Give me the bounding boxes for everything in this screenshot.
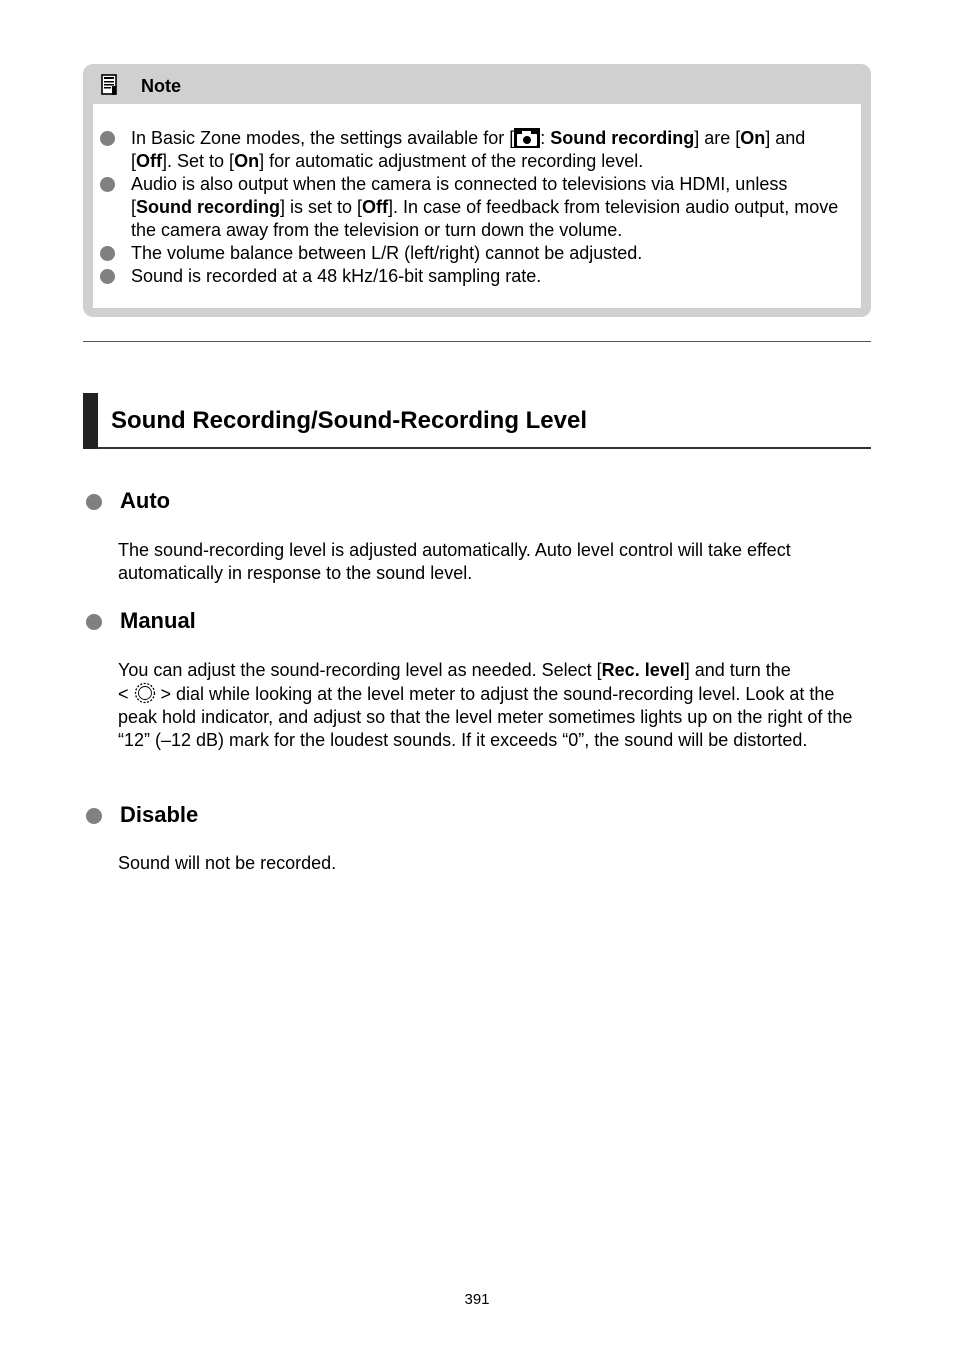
note-item	[93, 265, 861, 288]
section-heading	[83, 393, 871, 449]
note-item	[93, 173, 861, 242]
note-text: In Basic Zone modes, the settings available for [	[131, 128, 515, 148]
note-text: ]. Set to [	[162, 151, 235, 171]
camera-icon	[514, 128, 540, 148]
note-text: ]. In case of feedback from television audio output, move the camera away from the television or turn down the volume.	[131, 197, 839, 240]
bullet-icon	[100, 269, 115, 284]
note-item	[93, 242, 861, 265]
note-text: ] is set to [	[280, 197, 363, 217]
note-text: Audio is also output when the camera is connected to televisions via HDMI, unless [	[131, 174, 788, 217]
heading-bar	[83, 393, 98, 449]
note-text: ] are [	[694, 128, 741, 148]
note-text: The volume balance between L/R (left/right) cannot be adjusted.	[131, 243, 643, 263]
note-text: Sound is recorded at a 48 kHz/16-bit sampling rate.	[131, 266, 542, 286]
setting-value: On	[234, 151, 260, 171]
setting-value: On	[740, 128, 766, 148]
page-number: 391	[464, 1291, 490, 1308]
note-text: :	[540, 128, 551, 148]
note-text: ] for automatic adjustment of the recording level.	[259, 151, 644, 171]
setting-value: Off	[136, 151, 163, 171]
bullet-icon	[86, 614, 102, 630]
bullet-icon	[86, 494, 102, 510]
manual-text: > dial while looking at the level meter to adjust the sound-recording level. Look at the peak hold indicator, and adjust so that the level meter sometimes lights up on the right of the “12” (–12 dB) mark for the loudest sounds. If it exceeds “0”, the sound will be distorted.	[118, 684, 853, 750]
note-item	[93, 127, 861, 173]
note-header	[83, 64, 871, 104]
note-icon	[101, 74, 119, 96]
note-box	[83, 64, 871, 317]
bullet-icon	[100, 177, 115, 192]
menu-item-name: Rec. level	[601, 660, 685, 680]
section-title: Sound Recording/Sound-Recording Level	[111, 407, 588, 434]
subheading-title: Auto	[120, 488, 171, 513]
manual-description	[118, 659, 870, 752]
manual-text: ] and turn the	[684, 660, 791, 680]
manual-text: <	[118, 684, 134, 704]
note-list	[93, 127, 861, 288]
note-title: Note	[141, 76, 181, 96]
bullet-icon	[86, 808, 102, 824]
setting-name: Sound recording	[136, 197, 281, 217]
note-content	[93, 104, 861, 308]
manual-text: You can adjust the sound-recording level as needed. Select [	[118, 660, 602, 680]
disable-description: Sound will not be recorded.	[118, 853, 337, 873]
bullet-icon	[100, 131, 115, 146]
bullet-icon	[100, 246, 115, 261]
setting-name: Sound recording	[550, 128, 695, 148]
auto-description: The sound-recording level is adjusted automatically. Auto level control will take effect automatically in response to the sound level.	[118, 540, 791, 583]
subheading-title: Manual	[120, 608, 196, 633]
setting-value: Off	[362, 197, 389, 217]
divider	[83, 341, 871, 342]
subheading-title: Disable	[120, 802, 199, 827]
note-text: ] and [	[131, 128, 806, 171]
quick-control-dial-icon	[134, 682, 156, 704]
